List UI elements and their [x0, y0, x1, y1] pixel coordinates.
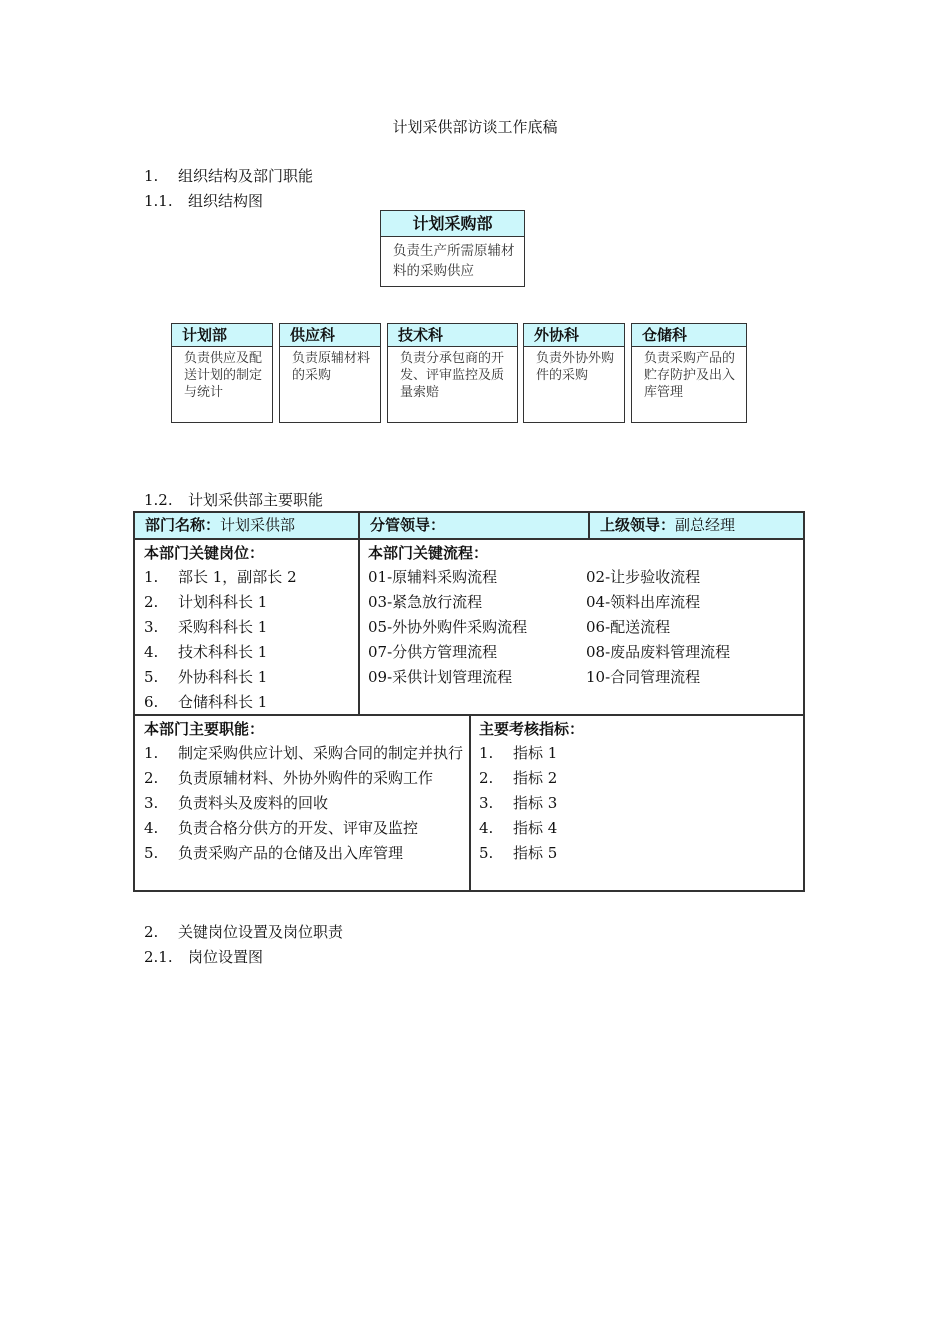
divider — [588, 513, 590, 540]
list-item: 1. 部长 1，副部长 2 — [144, 568, 297, 586]
list-item: 5. 指标 5 — [479, 844, 558, 862]
main-duties-label: 本部门主要职能： — [144, 720, 265, 738]
org-box-title: 仓储科 — [632, 324, 746, 347]
org-box-child — [171, 323, 273, 423]
section-label: 关键岗位设置及岗位职责 — [178, 923, 344, 941]
org-box-title: 技术科 — [388, 324, 517, 347]
list-item: 1. 指标 1 — [479, 744, 558, 762]
list-item: 3. 采购科科长 1 — [144, 618, 268, 636]
org-box-top — [380, 210, 525, 287]
superior-value: 副总经理 — [675, 516, 736, 534]
divider — [135, 538, 803, 540]
document-title: 计划采供部访谈工作底稿 — [392, 118, 558, 136]
dept-name-value: 计划采供部 — [220, 516, 296, 534]
list-item: 5. 负责采购产品的仓储及出入库管理 — [144, 844, 404, 862]
org-box-desc: 负责原辅材料的采购 — [292, 351, 371, 383]
section-label: 组织结构及部门职能 — [178, 167, 314, 185]
divider — [358, 540, 360, 716]
org-box-title: 外协科 — [524, 324, 624, 347]
main-duties-list — [144, 741, 466, 866]
kpi-label: 主要考核指标： — [479, 720, 585, 738]
department-table — [133, 511, 805, 892]
process-item: 04-领料出库流程 — [586, 593, 701, 611]
org-box-child — [279, 323, 381, 423]
section-number: 2. — [144, 923, 159, 941]
section-2-heading — [144, 921, 343, 942]
section-1-2-heading — [144, 489, 323, 510]
key-positions-list — [144, 565, 356, 715]
key-processes-label: 本部门关键流程： — [368, 544, 489, 562]
divider — [469, 716, 471, 890]
list-item: 3. 指标 3 — [479, 794, 558, 812]
org-box-title: 供应科 — [280, 324, 380, 347]
process-item: 01-原辅料采购流程 — [368, 568, 498, 586]
section-1-1-heading — [144, 190, 263, 211]
superior-cell — [590, 513, 803, 540]
org-box-desc: 负责生产所需原辅材料的采购供应 — [393, 243, 515, 279]
dept-name-label: 部门名称： — [145, 516, 221, 534]
process-item: 09-采供计划管理流程 — [368, 668, 513, 686]
section-number: 2.1. — [144, 948, 173, 966]
divider — [358, 513, 360, 540]
supervisor-cell — [360, 513, 588, 540]
list-item: 6. 仓储科科长 1 — [144, 693, 268, 711]
list-item: 3. 负责料头及废料的回收 — [144, 794, 329, 812]
list-item: 4. 负责合格分供方的开发、评审及监控 — [144, 819, 419, 837]
section-label: 计划采供部主要职能 — [188, 491, 324, 509]
list-item: 1. 制定采购供应计划、采购合同的制定并执行 — [144, 744, 464, 762]
kpi-list — [479, 741, 799, 866]
process-item: 05-外协外购件采购流程 — [368, 618, 528, 636]
list-item: 2. 负责原辅材料、外协外购件的采购工作 — [144, 769, 434, 787]
org-box-child — [631, 323, 747, 423]
kpi-cell — [479, 717, 799, 866]
org-box-child — [387, 323, 518, 423]
org-box-desc: 负责供应及配送计划的制定与统计 — [184, 351, 263, 400]
main-duties-cell — [144, 717, 466, 866]
process-item: 02-让步验收流程 — [586, 568, 701, 586]
list-item: 4. 指标 4 — [479, 819, 558, 837]
process-item: 06-配送流程 — [586, 618, 671, 636]
section-label: 组织结构图 — [188, 192, 264, 210]
org-box-child — [523, 323, 625, 423]
list-item: 2. 指标 2 — [479, 769, 558, 787]
org-box-desc: 负责分承包商的开发、评审监控及质量索赔 — [400, 351, 505, 400]
list-item: 2. 计划科科长 1 — [144, 593, 268, 611]
section-number: 1.2. — [144, 491, 173, 509]
section-2-1-heading — [144, 946, 263, 967]
org-box-desc: 负责外协外购件的采购 — [536, 351, 615, 383]
supervisor-label: 分管领导： — [370, 516, 446, 534]
org-box-desc: 负责采购产品的贮存防护及出入库管理 — [644, 351, 736, 400]
dept-name-cell — [135, 513, 358, 540]
process-item: 07-分供方管理流程 — [368, 643, 498, 661]
key-processes-cell — [368, 541, 798, 711]
section-number: 1. — [144, 167, 159, 185]
section-number: 1.1. — [144, 192, 173, 210]
process-item: 03-紧急放行流程 — [368, 593, 483, 611]
key-positions-cell — [144, 541, 356, 715]
org-box-title: 计划部 — [172, 324, 272, 347]
section-1-heading — [144, 165, 313, 186]
superior-label: 上级领导： — [600, 516, 676, 534]
org-box-title: 计划采购部 — [381, 211, 524, 237]
section-label: 岗位设置图 — [188, 948, 264, 966]
process-item: 10-合同管理流程 — [586, 668, 701, 686]
process-item: 08-废品废料管理流程 — [586, 643, 731, 661]
list-item: 5. 外协科科长 1 — [144, 668, 268, 686]
list-item: 4. 技术科科长 1 — [144, 643, 268, 661]
key-positions-label: 本部门关键岗位： — [144, 544, 265, 562]
